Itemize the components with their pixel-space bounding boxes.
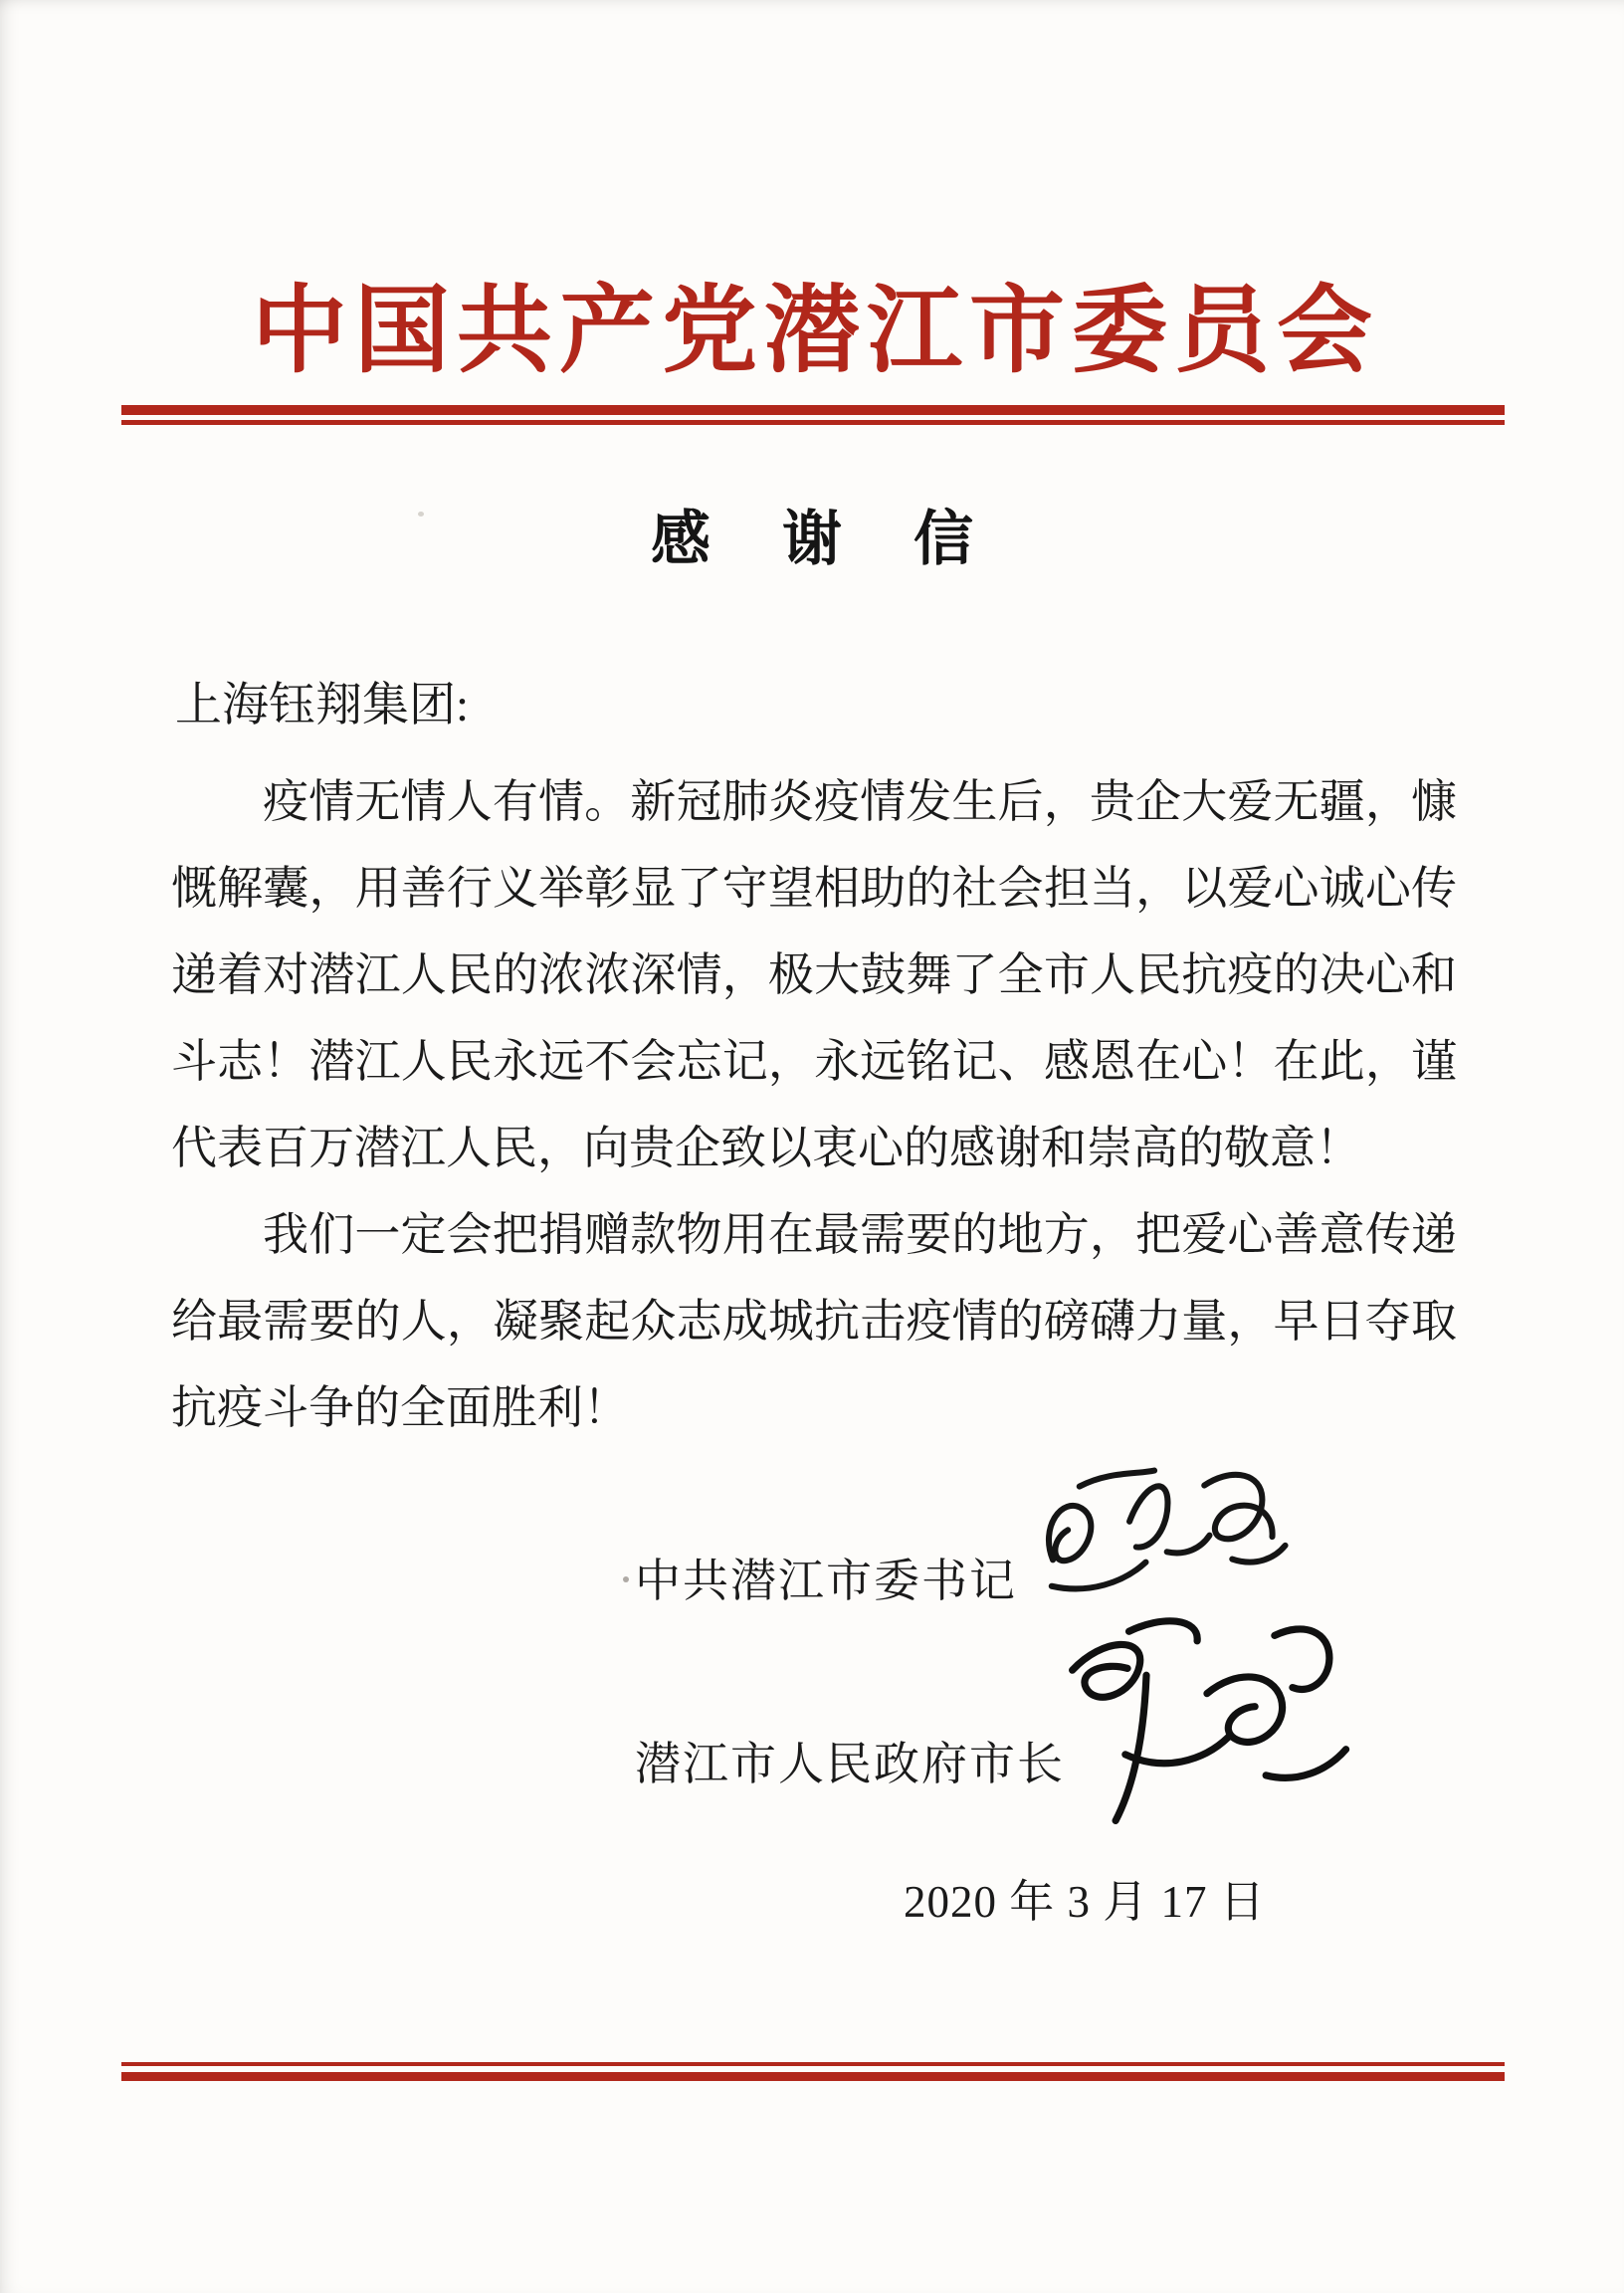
scan-speck <box>623 1576 629 1582</box>
body-line: 我们一定会把捐赠款物用在最需要的地方，把爱心善意传递 <box>263 1209 1457 1260</box>
mayor-title: 潜江市人民政府市长 <box>635 1739 1065 1789</box>
scan-speck <box>1140 991 1144 995</box>
body-line: 斗志！潜江人民永远不会忘记，永远铭记、感恩在心！在此，谨 <box>171 1036 1457 1087</box>
body-line: 代表百万潜江人民，向贵企致以衷心的感谢和崇高的敬意！ <box>171 1123 1361 1173</box>
salutation: 上海钰翔集团: <box>175 680 470 731</box>
letter-title-row <box>0 492 1624 577</box>
footer-rule-thick <box>121 2072 1505 2081</box>
body-line: 递着对潜江人民的浓浓深情，极大鼓舞了全市人民抗疫的决心和 <box>171 949 1457 1000</box>
letter-date: 2020 年 3 月 17 日 <box>904 1877 1266 1927</box>
letterhead-rule-thick <box>121 405 1505 415</box>
letterhead-organization: 中国共产党潜江市委员会 <box>252 278 1379 384</box>
signature-scribble-icon <box>1037 1596 1353 1831</box>
signature-scribble-icon <box>1023 1453 1294 1620</box>
body-line: 疫情无情人有情。新冠肺炎疫情发生后，贵企大爱无疆，慷 <box>263 776 1457 827</box>
letter-title: 感谢信 <box>651 507 1045 572</box>
secretary-handwritten-signature <box>1023 1453 1294 1620</box>
scan-speck <box>418 512 424 517</box>
mayor-handwritten-signature <box>1037 1596 1353 1831</box>
letterhead-rule-thin <box>121 420 1505 425</box>
body-line: 给最需要的人，凝聚起众志成城抗击疫情的磅礴力量，早日夺取 <box>171 1296 1457 1347</box>
letter-body <box>171 758 1457 1451</box>
body-line: 抗疫斗争的全面胜利！ <box>171 1382 629 1433</box>
body-line: 慨解囊，用善行义举彰显了守望相助的社会担当，以爱心诚心传 <box>171 863 1457 914</box>
secretary-title: 中共潜江市委书记 <box>635 1556 1017 1606</box>
footer-rule-thin <box>121 2062 1505 2066</box>
